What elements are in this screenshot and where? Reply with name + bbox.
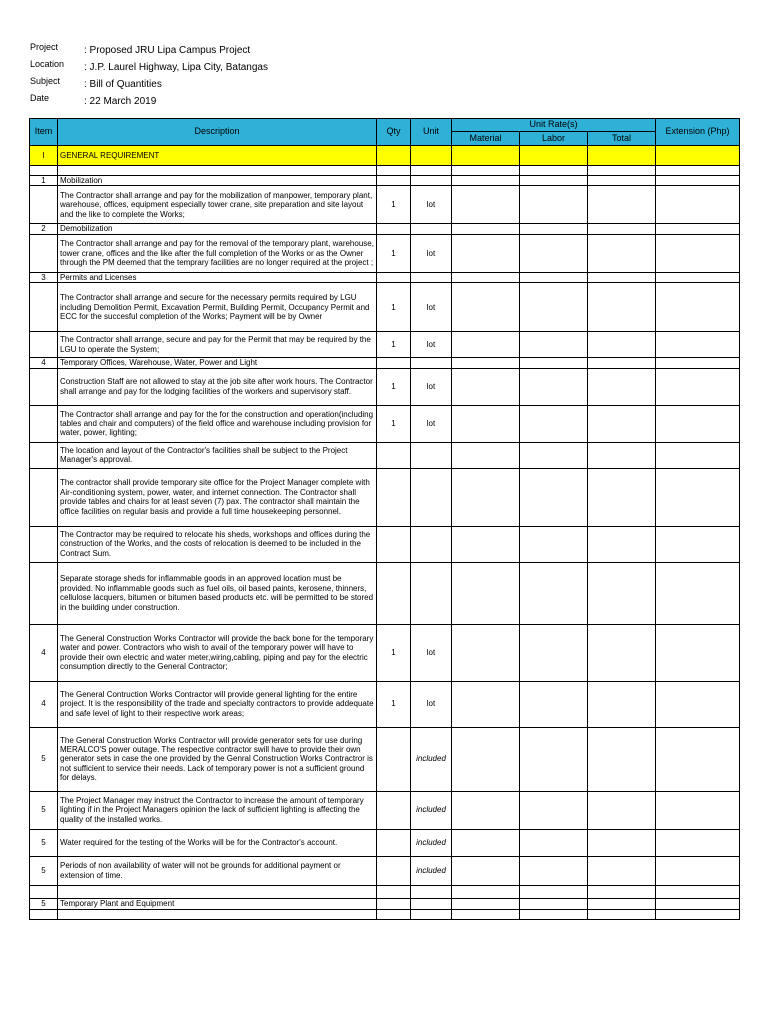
table-row — [30, 442, 740, 468]
unit-cell — [411, 224, 452, 234]
qty-cell — [377, 526, 411, 562]
qty-cell — [377, 727, 411, 791]
table-row — [30, 146, 740, 166]
total-cell — [588, 829, 656, 856]
description-cell: Separate storage sheds for inflammable goods in an approved location must be provided. No inflammable goods such as fuel oils, oil based paints, kerosene, thinners, cellulose lacquers, bitumen or bitumen based products etc. will be permitted to be stored in the building under construction. — [58, 562, 377, 624]
item-cell — [30, 332, 58, 358]
labor-cell — [520, 562, 588, 624]
total-cell — [588, 885, 656, 898]
description-cell: The Contractor shall arrange, secure and pay for the Permit that may be required by the LGU to operate the System; — [58, 332, 377, 358]
qty-cell — [377, 442, 411, 468]
table-row — [30, 624, 740, 681]
unit-cell: lot — [411, 624, 452, 681]
project-value: : Proposed JRU Lipa Campus Project — [84, 45, 251, 56]
date-label: Date — [30, 93, 50, 103]
total-cell — [588, 468, 656, 526]
qty-cell: 1 — [377, 681, 411, 727]
item-cell: 1 — [30, 176, 58, 186]
labor-cell — [520, 468, 588, 526]
total-cell — [588, 727, 656, 791]
material-cell — [452, 146, 520, 166]
description-cell: The location and layout of the Contractor's facilities shall be subject to the Project Manager's approval. — [58, 442, 377, 468]
material-cell — [452, 885, 520, 898]
extension-cell — [656, 526, 740, 562]
labor-cell — [520, 526, 588, 562]
table-row — [30, 468, 740, 526]
description-cell: The General Contruction Works Contractor will provide general lighting for the entire project. It is the responsibility of the trade and specialty contractors to provide addequate and safe level of light to their respective work areas; — [58, 681, 377, 727]
unit-cell: included — [411, 856, 452, 885]
table-row — [30, 358, 740, 368]
extension-cell — [656, 562, 740, 624]
unit-cell — [411, 272, 452, 282]
table-row — [30, 526, 740, 562]
bill-of-quantities-table — [29, 118, 740, 920]
material-cell — [452, 624, 520, 681]
table-body — [30, 146, 740, 920]
qty-cell — [377, 166, 411, 176]
item-cell — [30, 468, 58, 526]
item-cell — [30, 885, 58, 898]
labor-cell — [520, 442, 588, 468]
item-cell: 3 — [30, 272, 58, 282]
material-cell — [452, 272, 520, 282]
description-cell: Construction Staff are not allowed to stay at the job site after work hours. The Contractor shall arrange and pay for the lodging facilities of the workers and supervisory staff. — [58, 368, 377, 405]
qty-cell: 1 — [377, 405, 411, 442]
unit-cell — [411, 146, 452, 166]
table-row — [30, 791, 740, 829]
item-cell: 2 — [30, 224, 58, 234]
material-cell — [452, 224, 520, 234]
total-cell — [588, 526, 656, 562]
unit-column-header: Unit — [411, 119, 452, 146]
qty-cell: 1 — [377, 283, 411, 332]
total-cell — [588, 146, 656, 166]
qty-cell — [377, 468, 411, 526]
description-cell: Mobilization — [58, 176, 377, 186]
labor-cell — [520, 368, 588, 405]
table-row — [30, 166, 740, 176]
total-cell — [588, 272, 656, 282]
item-cell: 5 — [30, 829, 58, 856]
qty-cell — [377, 898, 411, 909]
extension-cell — [656, 791, 740, 829]
labor-cell — [520, 727, 588, 791]
total-cell — [588, 624, 656, 681]
unit-cell: lot — [411, 405, 452, 442]
qty-cell — [377, 562, 411, 624]
extension-cell — [656, 442, 740, 468]
table-header-row — [30, 119, 740, 132]
qty-cell: 1 — [377, 368, 411, 405]
item-cell: 5 — [30, 727, 58, 791]
material-cell — [452, 358, 520, 368]
qty-cell: 1 — [377, 234, 411, 272]
description-cell: Temporary Plant and Equipment — [58, 898, 377, 909]
item-cell: 4 — [30, 624, 58, 681]
item-cell — [30, 405, 58, 442]
material-cell — [452, 468, 520, 526]
qty-cell — [377, 224, 411, 234]
total-cell — [588, 562, 656, 624]
description-cell: The General Construction Works Contractor will provide generator sets for use during MERALCO'S power outage. The respective contractor swill have to provide their own generator sets in case the one provided by the Genral Construction Works Contractror is not sufficient to service their needs. Lack of temporary power is not a sufficient ground for delays. — [58, 727, 377, 791]
item-cell: 4 — [30, 681, 58, 727]
location-value: : J.P. Laurel Highway, Lipa City, Batangas — [84, 62, 268, 73]
unit-cell — [411, 562, 452, 624]
qty-cell — [377, 176, 411, 186]
unit-rates-header: Unit Rate(s) — [452, 119, 656, 132]
item-cell — [30, 909, 58, 919]
material-cell — [452, 526, 520, 562]
material-cell — [452, 186, 520, 224]
extension-cell — [656, 405, 740, 442]
description-cell: Permits and Licenses — [58, 272, 377, 282]
description-cell: Water required for the testing of the Works will be for the Contractor's account. — [58, 829, 377, 856]
qty-cell — [377, 909, 411, 919]
extension-cell — [656, 909, 740, 919]
extension-cell — [656, 885, 740, 898]
qty-cell: 1 — [377, 624, 411, 681]
item-cell — [30, 368, 58, 405]
labor-cell — [520, 405, 588, 442]
unit-cell: included — [411, 791, 452, 829]
description-column-header: Description — [58, 119, 377, 146]
item-cell: I — [30, 146, 58, 166]
labor-cell — [520, 332, 588, 358]
total-cell — [588, 442, 656, 468]
material-cell — [452, 283, 520, 332]
unit-cell — [411, 898, 452, 909]
description-cell: GENERAL REQUIREMENT — [58, 146, 377, 166]
labor-cell — [520, 856, 588, 885]
unit-cell — [411, 468, 452, 526]
item-cell — [30, 562, 58, 624]
table-row — [30, 681, 740, 727]
table-row — [30, 909, 740, 919]
table-row — [30, 829, 740, 856]
extension-cell — [656, 681, 740, 727]
total-cell — [588, 368, 656, 405]
labor-cell — [520, 166, 588, 176]
labor-cell — [520, 358, 588, 368]
material-cell — [452, 332, 520, 358]
date-value: : 22 March 2019 — [84, 96, 157, 107]
total-cell — [588, 176, 656, 186]
description-cell: The Contractor shall arrange and pay for the mobilization of manpower, temporary plant, warehouse, offices, equipment especially tower crane, site preparation and site layout and the like to complete the Works; — [58, 186, 377, 224]
extension-cell — [656, 176, 740, 186]
table-row — [30, 186, 740, 224]
table-row — [30, 224, 740, 234]
description-cell: Temporary Offices, Warehouse, Water, Power and Light — [58, 358, 377, 368]
project-label: Project — [30, 42, 59, 52]
description-cell: The Contractor may be required to relocate his sheds, workshops and offices during the construction of the Works, and the costs of relocation is deemed to be included in the Contract Sum. — [58, 526, 377, 562]
table-row — [30, 885, 740, 898]
extension-cell — [656, 624, 740, 681]
item-cell — [30, 186, 58, 224]
unit-cell — [411, 442, 452, 468]
material-cell — [452, 856, 520, 885]
extension-cell — [656, 898, 740, 909]
extension-cell — [656, 368, 740, 405]
extension-cell — [656, 468, 740, 526]
material-column-header: Material — [452, 132, 520, 146]
unit-cell: lot — [411, 283, 452, 332]
extension-cell — [656, 234, 740, 272]
table-row — [30, 234, 740, 272]
material-cell — [452, 791, 520, 829]
total-cell — [588, 856, 656, 885]
total-cell — [588, 224, 656, 234]
material-cell — [452, 898, 520, 909]
total-cell — [588, 358, 656, 368]
material-cell — [452, 681, 520, 727]
unit-cell: lot — [411, 234, 452, 272]
subject-value: : Bill of Quantities — [84, 79, 162, 90]
description-cell — [58, 885, 377, 898]
extension-cell — [656, 146, 740, 166]
table-row — [30, 856, 740, 885]
item-cell: 5 — [30, 856, 58, 885]
total-cell — [588, 166, 656, 176]
material-cell — [452, 727, 520, 791]
unit-cell: lot — [411, 332, 452, 358]
item-cell — [30, 283, 58, 332]
qty-cell: 1 — [377, 186, 411, 224]
qty-cell — [377, 146, 411, 166]
extension-cell — [656, 272, 740, 282]
extension-cell — [656, 727, 740, 791]
labor-cell — [520, 885, 588, 898]
total-column-header: Total — [588, 132, 656, 146]
item-cell — [30, 234, 58, 272]
qty-column-header: Qty — [377, 119, 411, 146]
qty-cell — [377, 856, 411, 885]
extension-cell — [656, 332, 740, 358]
extension-cell — [656, 829, 740, 856]
material-cell — [452, 909, 520, 919]
table-row — [30, 368, 740, 405]
material-cell — [452, 405, 520, 442]
description-cell: The contractor shall provide temporary site office for the Project Manager complete with Air-conditioning system, power, water, and internet connection. The Contractor shall provide tables and chairs for at least seven (7) pax. The contractor shall maintain the office facilities on regular basis and provide a full time housekeeping personnel. — [58, 468, 377, 526]
item-column-header: Item — [30, 119, 58, 146]
description-cell: The Contractor shall arrange and pay for the for the construction and operation(including tables and chair and computers) of the field office and warehouse including provision for water, power, lighting; — [58, 405, 377, 442]
total-cell — [588, 791, 656, 829]
labor-cell — [520, 909, 588, 919]
table-row — [30, 332, 740, 358]
qty-cell — [377, 272, 411, 282]
labor-cell — [520, 829, 588, 856]
description-cell: The Contractor shall arrange and pay for the removal of the temporary plant, warehouse, tower crane, offices and the like after the full completion of the Works or as the Owner through the PM deemed that the temprary facilities are no longer required at the project ; — [58, 234, 377, 272]
extension-cell — [656, 224, 740, 234]
unit-cell — [411, 176, 452, 186]
description-cell: Demobilization — [58, 224, 377, 234]
material-cell — [452, 368, 520, 405]
labor-cell — [520, 624, 588, 681]
item-cell — [30, 166, 58, 176]
unit-cell: included — [411, 727, 452, 791]
table-row — [30, 562, 740, 624]
labor-cell — [520, 898, 588, 909]
qty-cell — [377, 829, 411, 856]
total-cell — [588, 405, 656, 442]
description-cell: Periods of non availability of water will not be grounds for additional payment or extension of time. — [58, 856, 377, 885]
unit-cell: lot — [411, 186, 452, 224]
description-cell — [58, 909, 377, 919]
total-cell — [588, 681, 656, 727]
table-row — [30, 283, 740, 332]
material-cell — [452, 442, 520, 468]
labor-cell — [520, 272, 588, 282]
table-row — [30, 272, 740, 282]
total-cell — [588, 283, 656, 332]
table-row — [30, 176, 740, 186]
unit-cell — [411, 909, 452, 919]
extension-column-header: Extension (Php) — [656, 119, 740, 146]
labor-cell — [520, 283, 588, 332]
labor-cell — [520, 791, 588, 829]
material-cell — [452, 829, 520, 856]
total-cell — [588, 909, 656, 919]
labor-cell — [520, 681, 588, 727]
item-cell: 5 — [30, 791, 58, 829]
extension-cell — [656, 186, 740, 224]
unit-cell: included — [411, 829, 452, 856]
description-cell: The Contractor shall arrange and secure for the necessary permits required by LGU including Demolition Permit, Excavation Permit, Building Permit, Occupancy Permit and ECC for the succesful completion of the Works; Payment will be by Owner — [58, 283, 377, 332]
material-cell — [452, 562, 520, 624]
unit-cell: lot — [411, 368, 452, 405]
extension-cell — [656, 283, 740, 332]
unit-cell: lot — [411, 681, 452, 727]
table-row — [30, 727, 740, 791]
material-cell — [452, 234, 520, 272]
description-cell: The General Construction Works Contractor will provide the back bone for the temporary water and power. Contractors who wish to avail of the temporary power will have to provide their own electric and water meter,wiring,cabling, piping and pay for the electric consumption directly to the General Contractor; — [58, 624, 377, 681]
qty-cell: 1 — [377, 332, 411, 358]
item-cell — [30, 442, 58, 468]
total-cell — [588, 186, 656, 224]
unit-cell — [411, 166, 452, 176]
unit-cell — [411, 358, 452, 368]
location-label: Location — [30, 59, 65, 69]
subject-label: Subject — [30, 76, 61, 86]
item-cell: 4 — [30, 358, 58, 368]
extension-cell — [656, 358, 740, 368]
qty-cell — [377, 885, 411, 898]
total-cell — [588, 332, 656, 358]
description-cell — [58, 166, 377, 176]
description-cell: The Project Manager may instruct the Contractor to increase the amount of temporary lighting if in the Project Managers opinion the lack of sufficient lighting is affecting the quality of the installed works. — [58, 791, 377, 829]
extension-cell — [656, 166, 740, 176]
labor-cell — [520, 186, 588, 224]
item-cell: 5 — [30, 898, 58, 909]
item-cell — [30, 526, 58, 562]
qty-cell — [377, 358, 411, 368]
table-row — [30, 898, 740, 909]
labor-cell — [520, 224, 588, 234]
unit-cell — [411, 526, 452, 562]
extension-cell — [656, 856, 740, 885]
unit-cell — [411, 885, 452, 898]
labor-cell — [520, 234, 588, 272]
total-cell — [588, 898, 656, 909]
labor-cell — [520, 176, 588, 186]
labor-cell — [520, 146, 588, 166]
table-row — [30, 405, 740, 442]
qty-cell — [377, 791, 411, 829]
total-cell — [588, 234, 656, 272]
labor-column-header: Labor — [520, 132, 588, 146]
material-cell — [452, 176, 520, 186]
material-cell — [452, 166, 520, 176]
